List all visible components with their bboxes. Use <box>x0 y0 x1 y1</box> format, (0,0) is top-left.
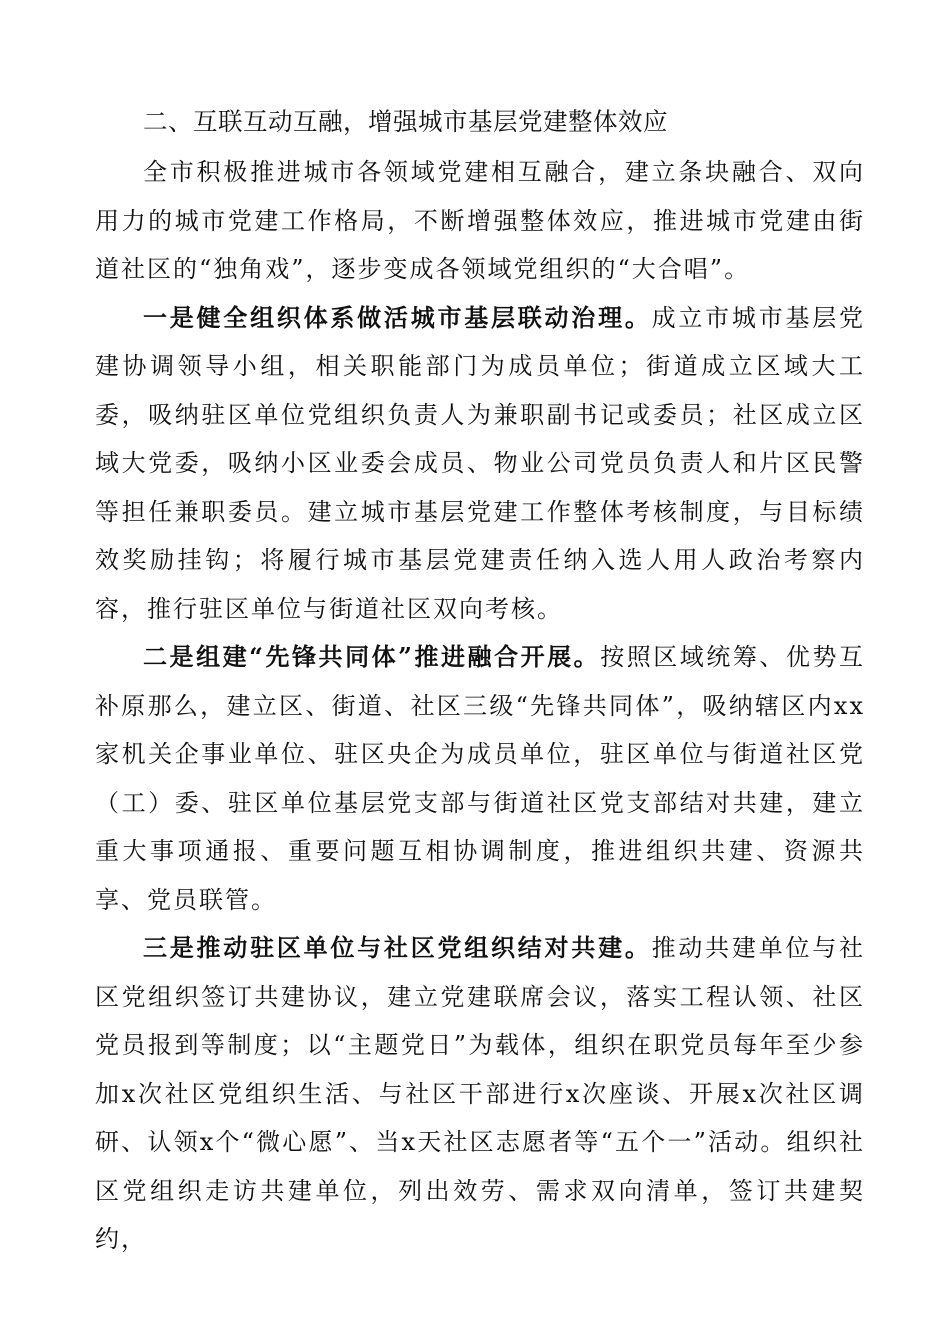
paragraph-organization-system <box>95 294 865 634</box>
document-page <box>95 96 865 1264</box>
paragraph-lead: 三是推动驻区单位与社区党组织结对共建。 <box>143 933 652 962</box>
paragraph-pioneer-community <box>95 633 865 924</box>
paragraph-body: 成立市城市基层党建协调领导小组，相关职能部门为成员单位；街道成立区域大工委，吸纳驻区单位党组织负责人为兼职副书记或委员；社区成立区域大党委，吸纳小区业委会成员、物业公司党员负责人和片区民警等担任兼职委员。建立城市基层党建工作整体考核制度，与目标绩效奖励挂钩；将履行城市基层党建责任纳入选人用人政治考察内容，推行驻区单位与街道社区双向考核。 <box>95 303 866 623</box>
paragraph-body: 推动共建单位与社区党组织签订共建协议，建立党建联席会议，落实工程认领、社区党员报到等制度；以“主题党日”为载体，组织在职党员每年至少参加x次社区党组织生活、与社区干部进行x次座谈、开展x次社区调研、认领x个“微心愿”、当x天社区志愿者等“五个一”活动。组织社区党组织走访共建单位，列出效劳、需求双向清单，签订共建契约， <box>95 934 866 1253</box>
paragraph-lead: 二是组建“先锋共同体”推进融合开展。 <box>143 642 601 671</box>
paragraph-joint-building <box>95 924 865 1264</box>
paragraph-body: 按照区域统筹、优势互补原那么，建立区、街道、社区三级“先锋共同体”，吸纳辖区内xx家机关企事业单位、驻区央企为成员单位，驻区单位与街道社区党（工）委、驻区单位基层党支部与街道社区党支部结对共建，建立重大事项通报、重要问题互相协调制度，推进组织共建、资源共享、党员联管。 <box>95 643 865 914</box>
section-heading: 二、互联互动互融，增强城市基层党建整体效应 <box>143 107 668 136</box>
paragraph-intro <box>95 148 865 294</box>
paragraph-intro-text: 全市积极推进城市各领域党建相互融合，建立条块融合、双向用力的城市党建工作格局，不断增强整体效应，推进城市党建由街道社区的“独角戏”，逐步变成各领域党组织的“大合唱”。 <box>95 158 865 283</box>
paragraph-lead: 一是健全组织体系做活城市基层联动治理。 <box>143 302 652 332</box>
